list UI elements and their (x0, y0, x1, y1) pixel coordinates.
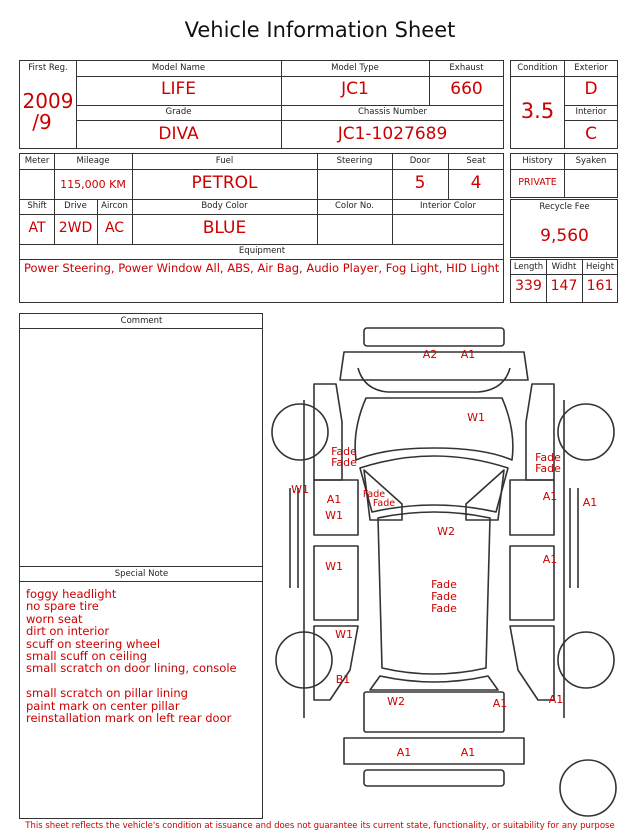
damage-mark: A1 (460, 348, 476, 361)
hood (355, 398, 513, 460)
car-damage-diagram (270, 320, 630, 820)
damage-mark: Fade (331, 445, 357, 458)
model-name-value: LIFE (160, 79, 196, 99)
damage-mark: A1 (542, 490, 558, 503)
damage-mark: W1 (325, 560, 343, 573)
condition-value: 3.5 (520, 99, 555, 123)
damage-mark: W1 (291, 483, 309, 496)
first-reg-label: First Reg. (28, 63, 68, 73)
fuel-value: PETROL (191, 173, 258, 193)
damage-mark: Fade (535, 451, 561, 464)
tailgate (364, 692, 504, 732)
model-name-label: Model Name (151, 63, 206, 73)
condition-table (510, 60, 618, 149)
door-value: 5 (414, 173, 426, 193)
history-table (510, 153, 618, 198)
model-type-value: JC1 (341, 79, 369, 99)
right-front-door (510, 480, 554, 535)
right-quarter (510, 626, 554, 700)
damage-mark: Fade (431, 578, 457, 591)
shift-label: Shift (27, 201, 47, 211)
note-item: small scratch on door lining, console (26, 661, 237, 676)
exhaust-label: Exhaust (449, 63, 484, 73)
damage-mark: A1 (396, 746, 412, 759)
length-value: 339 (515, 278, 542, 294)
damage-mark: A1 (460, 746, 476, 759)
damage-mark: A1 (492, 697, 508, 710)
note-item: scuff on steering wheel (26, 636, 161, 651)
mileage-value: 115,000 KM (60, 178, 126, 191)
syaken-label: Syaken (575, 156, 607, 166)
drive-label: Drive (64, 201, 87, 211)
left-front-door (314, 480, 358, 535)
damage-mark: Fade (331, 456, 357, 469)
damage-mark: Fade (535, 462, 561, 475)
equipment-value: Power Steering, Power Window All, ABS, Air Bag, Audio Player, Fog Light, HID Light (24, 261, 500, 275)
damage-mark: Fade (431, 602, 457, 615)
damage-mark: Fade (431, 590, 457, 603)
chassis-number-value: JC1-1027689 (337, 124, 448, 144)
steering-label: Steering (336, 156, 373, 166)
history-value: PRIVATE (518, 177, 557, 188)
aircon-value: AC (104, 220, 125, 236)
page-title: Vehicle Information Sheet (184, 18, 456, 42)
grade-label: Grade (165, 107, 192, 117)
chassis-number-label: Chassis Number (357, 107, 428, 117)
note-item: no spare tire (26, 599, 99, 614)
condition-label: Condition (517, 63, 558, 73)
note-item: reinstallation mark on left rear door (26, 711, 232, 726)
left-rear-door (314, 546, 358, 620)
recycle-fee-table (510, 199, 618, 258)
damage-mark: W1 (325, 509, 343, 522)
exhaust-value: 660 (450, 79, 483, 99)
note-item: small scratch on pillar lining (26, 686, 188, 701)
height-label: Height (585, 262, 615, 272)
right-front-wheel (558, 404, 614, 460)
front-grille (364, 328, 504, 346)
damage-mark: Fade (362, 489, 386, 500)
door-label: Door (409, 156, 431, 166)
right-rear-wheel (558, 632, 614, 688)
interior-color-label: Interior Color (420, 201, 476, 211)
mileage-label: Mileage (76, 156, 110, 166)
vehicle-info-table (19, 60, 504, 149)
interior-value: C (585, 124, 597, 144)
seat-value: 4 (470, 173, 482, 193)
damage-mark: B1 (335, 673, 351, 686)
note-item: worn seat (26, 611, 83, 626)
right-step (570, 488, 578, 588)
disclaimer-footer: This sheet reflects the vehicle's condition at issuance and does not guarantee its current state, functionality, or suitability for any purpose (25, 821, 615, 831)
grade-value: DIVA (158, 124, 199, 144)
meter-label: Meter (24, 156, 50, 166)
width-label: Widht (551, 262, 577, 272)
note-item: dirt on interior (26, 624, 110, 639)
width-value: 147 (550, 278, 578, 294)
note-item: small scuff on ceiling (26, 649, 148, 664)
recycle-fee-label: Recycle Fee (539, 202, 590, 212)
recycle-fee-value: 9,560 (540, 226, 589, 246)
height-value: 161 (586, 278, 614, 294)
first-reg-month: /9 (32, 110, 52, 134)
left-front-wheel (272, 404, 328, 460)
spare-wheel (560, 760, 616, 816)
fuel-label: Fuel (215, 156, 234, 166)
special-note-box (19, 566, 263, 819)
damage-mark: A2 (422, 348, 438, 361)
seat-label: Seat (466, 156, 486, 166)
note-item: paint mark on center pillar (26, 698, 180, 713)
right-a-pillar (466, 470, 504, 520)
comment-box (19, 313, 263, 567)
exterior-label: Exterior (574, 63, 608, 73)
note-item: foggy headlight (26, 587, 117, 601)
special-note-label: Special Note (114, 569, 169, 579)
spec-table (19, 153, 504, 303)
interior-label: Interior (575, 107, 607, 117)
damage-mark: A1 (548, 693, 564, 706)
body-color-value: BLUE (202, 218, 247, 238)
body-color-label: Body Color (201, 201, 248, 211)
color-no-label: Color No. (334, 201, 374, 211)
exterior-value: D (584, 79, 598, 99)
damage-mark: A1 (582, 496, 598, 509)
damage-mark: Fade (372, 498, 396, 509)
dimensions-table (510, 259, 618, 303)
drive-value: 2WD (58, 220, 93, 236)
rear-bumper (344, 738, 524, 764)
left-step (290, 488, 298, 588)
first-reg-year: 2009 (22, 89, 74, 113)
damage-mark: W2 (387, 695, 405, 708)
rear-window (370, 676, 498, 690)
damage-mark: A1 (542, 553, 558, 566)
length-label: Length (513, 262, 544, 272)
comment-label: Comment (120, 316, 163, 326)
equipment-label: Equipment (238, 246, 286, 256)
damage-mark: W2 (437, 525, 455, 538)
damage-mark: A1 (326, 493, 342, 506)
rear-plate (364, 770, 504, 786)
special-note-list (26, 588, 237, 724)
aircon-label: Aircon (101, 201, 128, 211)
model-type-label: Model Type (331, 63, 379, 73)
damage-mark: W1 (335, 628, 353, 641)
damage-mark: W1 (467, 411, 485, 424)
history-label: History (522, 156, 553, 166)
shift-value: AT (28, 220, 46, 236)
